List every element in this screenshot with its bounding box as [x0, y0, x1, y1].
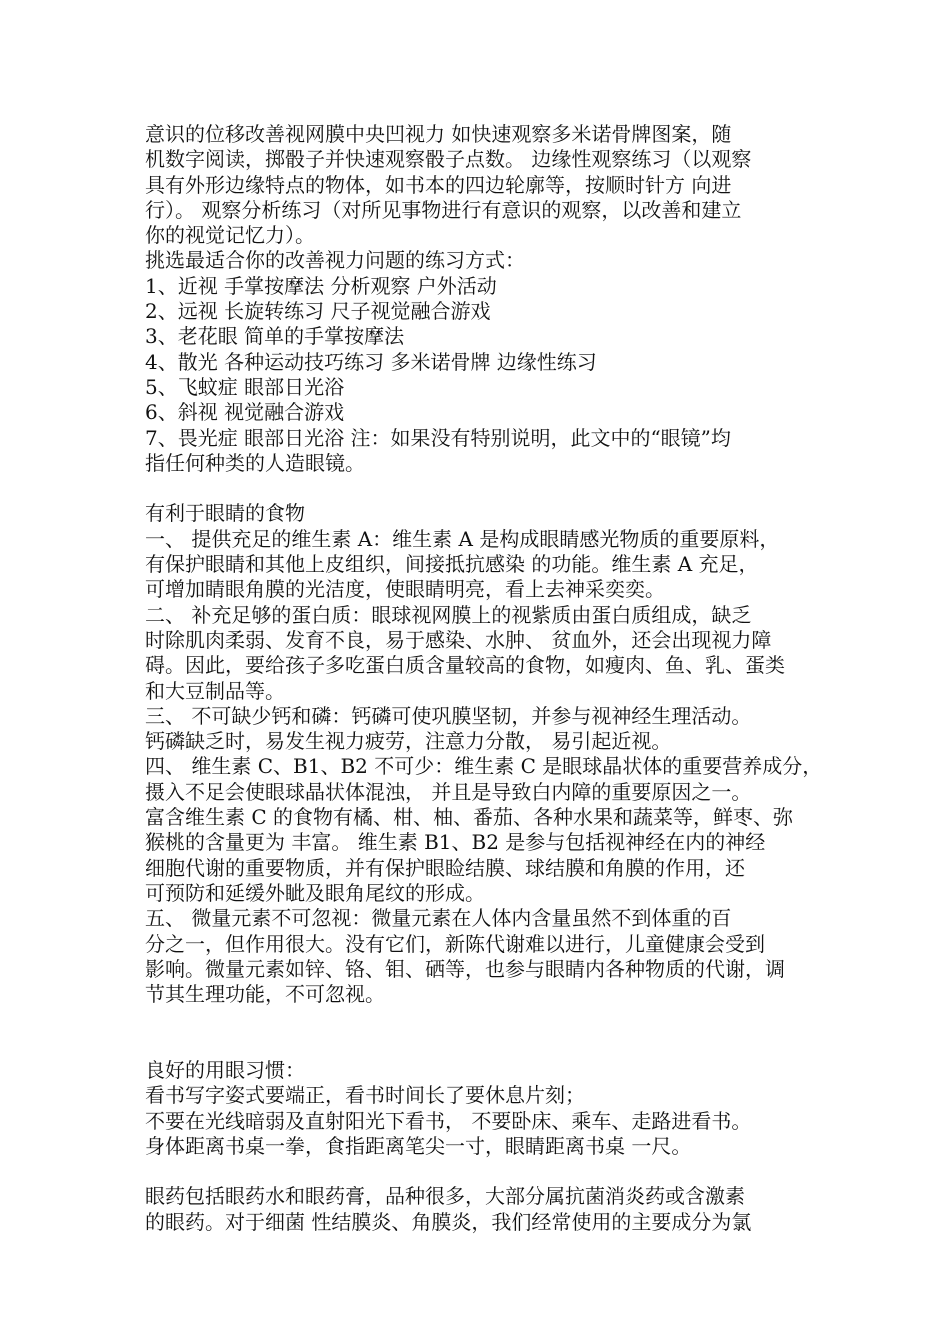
exercise-list-intro: 挑选最适合你的改善视力问题的练习方式：	[145, 248, 525, 273]
spacer	[145, 476, 815, 501]
text-line: 碍。因此，要给孩子多吃蛋白质含量较高的食物，如瘦肉、鱼、乳、蛋类	[145, 653, 785, 678]
food-section	[145, 501, 823, 1007]
text-line: 机数字阅读，掷骰子并快速观察骰子点数。 边缘性观察练习（以观察	[145, 147, 752, 172]
text-line: 时除肌肉柔弱、发育不良，易于感染、水肿、 贫血外，还会出现视力障	[145, 627, 772, 652]
text-line: 可预防和延缓外眦及眼角尾纹的形成。	[145, 880, 485, 905]
text-line: 细胞代谢的重要物质，并有保护眼睑结膜、球结膜和角膜的作用，还	[145, 855, 745, 880]
text-line: 摄入不足会使眼球晶状体混浊， 并且是导致白内障的重要原因之一。	[145, 779, 752, 804]
text-line: 影响。微量元素如锌、铬、钼、硒等，也参与眼睛内各种物质的代谢，调	[145, 956, 785, 981]
text-line: 节其生理功能，不可忽视。	[145, 982, 385, 1007]
text-line: 眼药包括眼药水和眼药膏，品种很多，大部分属抗菌消炎药或含激素	[145, 1184, 745, 1209]
text-line: 具有外形边缘特点的物体，如书本的四边轮廓等，按顺时针方 向进	[145, 172, 732, 197]
list-item: 3、老花眼 简单的手掌按摩法	[145, 324, 405, 349]
spacer	[145, 1007, 815, 1058]
text-line: 四、 维生素 C、B1、B2 不可少：维生素 C 是眼球晶状体的重要营养成分，	[145, 754, 823, 779]
text-line: 一、 提供充足的维生素 A：维生素 A 是构成眼睛感光物质的重要原料，	[145, 526, 780, 551]
list-item: 7、畏光症 眼部日光浴 注：如果没有特别说明，此文中的“眼镜”均	[145, 425, 731, 450]
text-line: 三、 不可缺少钙和磷：钙磷可使巩膜坚韧，并参与视神经生理活动。	[145, 703, 752, 728]
section-heading: 有利于眼睛的食物	[145, 501, 305, 526]
text-line: 意识的位移改善视网膜中央凹视力 如快速观察多米诺骨牌图案，随	[145, 122, 732, 146]
text-line: 猴桃的含量更为 丰富。 维生素 B1、B2 是参与包括视神经在内的神经	[145, 830, 766, 855]
habits-section	[145, 1058, 815, 1159]
text-line: 富含维生素 C 的食物有橘、柑、柚、番茄、各种水果和蔬菜等，鲜枣、弥	[145, 805, 794, 830]
text-line: 身体距离书桌一拳，食指距离笔尖一寸，眼睛距离书桌 一尺。	[145, 1133, 692, 1158]
text-line: 看书写字姿式要端正，看书时间长了要休息片刻；	[145, 1083, 585, 1108]
spacer	[145, 1159, 815, 1184]
list-item: 1、近视 手掌按摩法 分析观察 户外活动	[145, 273, 497, 298]
paragraph-vision-exercises	[145, 122, 815, 248]
text-line: 二、 补充足够的蛋白质：眼球视网膜上的视紫质由蛋白质组成，缺乏	[145, 602, 752, 627]
text-line: 钙磷缺乏时，易发生视力疲劳，注意力分散， 易引起近视。	[145, 729, 672, 754]
list-item: 2、远视 长旋转练习 尺子视觉融合游戏	[145, 299, 491, 324]
eyedrops-section	[145, 1184, 815, 1235]
text-line: 的眼药。对于细菌 性结膜炎、角膜炎，我们经常使用的主要成分为氯	[145, 1209, 752, 1234]
text-line: 可增加睛眼角膜的光洁度，使眼睛明亮，看上去神采奕奕。	[145, 577, 665, 602]
section-heading: 良好的用眼习惯：	[145, 1057, 305, 1082]
text-line: 五、 微量元素不可忽视：微量元素在人体内含量虽然不到体重的百	[145, 906, 732, 931]
list-item: 指任何种类的人造眼镜。	[145, 450, 365, 475]
exercise-list	[145, 248, 815, 476]
text-line: 有保护眼睛和其他上皮组织，间接抵抗感染 的功能。维生素 A 充足，	[145, 552, 759, 577]
list-item: 4、散光 各种运动技巧练习 多米诺骨牌 边缘性练习	[145, 349, 597, 374]
text-line: 你的视觉记忆力）。	[145, 223, 315, 248]
text-line: 不要在光线暗弱及直射阳光下看书， 不要卧床、乘车、走路进看书。	[145, 1108, 752, 1133]
text-line: 和大豆制品等。	[145, 678, 285, 703]
list-item: 6、斜视 视觉融合游戏	[145, 400, 345, 425]
text-line: 行）。 观察分析练习（对所见事物进行有意识的观察，以改善和建立	[145, 197, 742, 222]
document-page	[145, 122, 823, 1235]
list-item: 5、飞蚊症 眼部日光浴	[145, 374, 345, 399]
text-line: 分之一，但作用很大。没有它们，新陈代谢难以进行，儿童健康会受到	[145, 931, 765, 956]
